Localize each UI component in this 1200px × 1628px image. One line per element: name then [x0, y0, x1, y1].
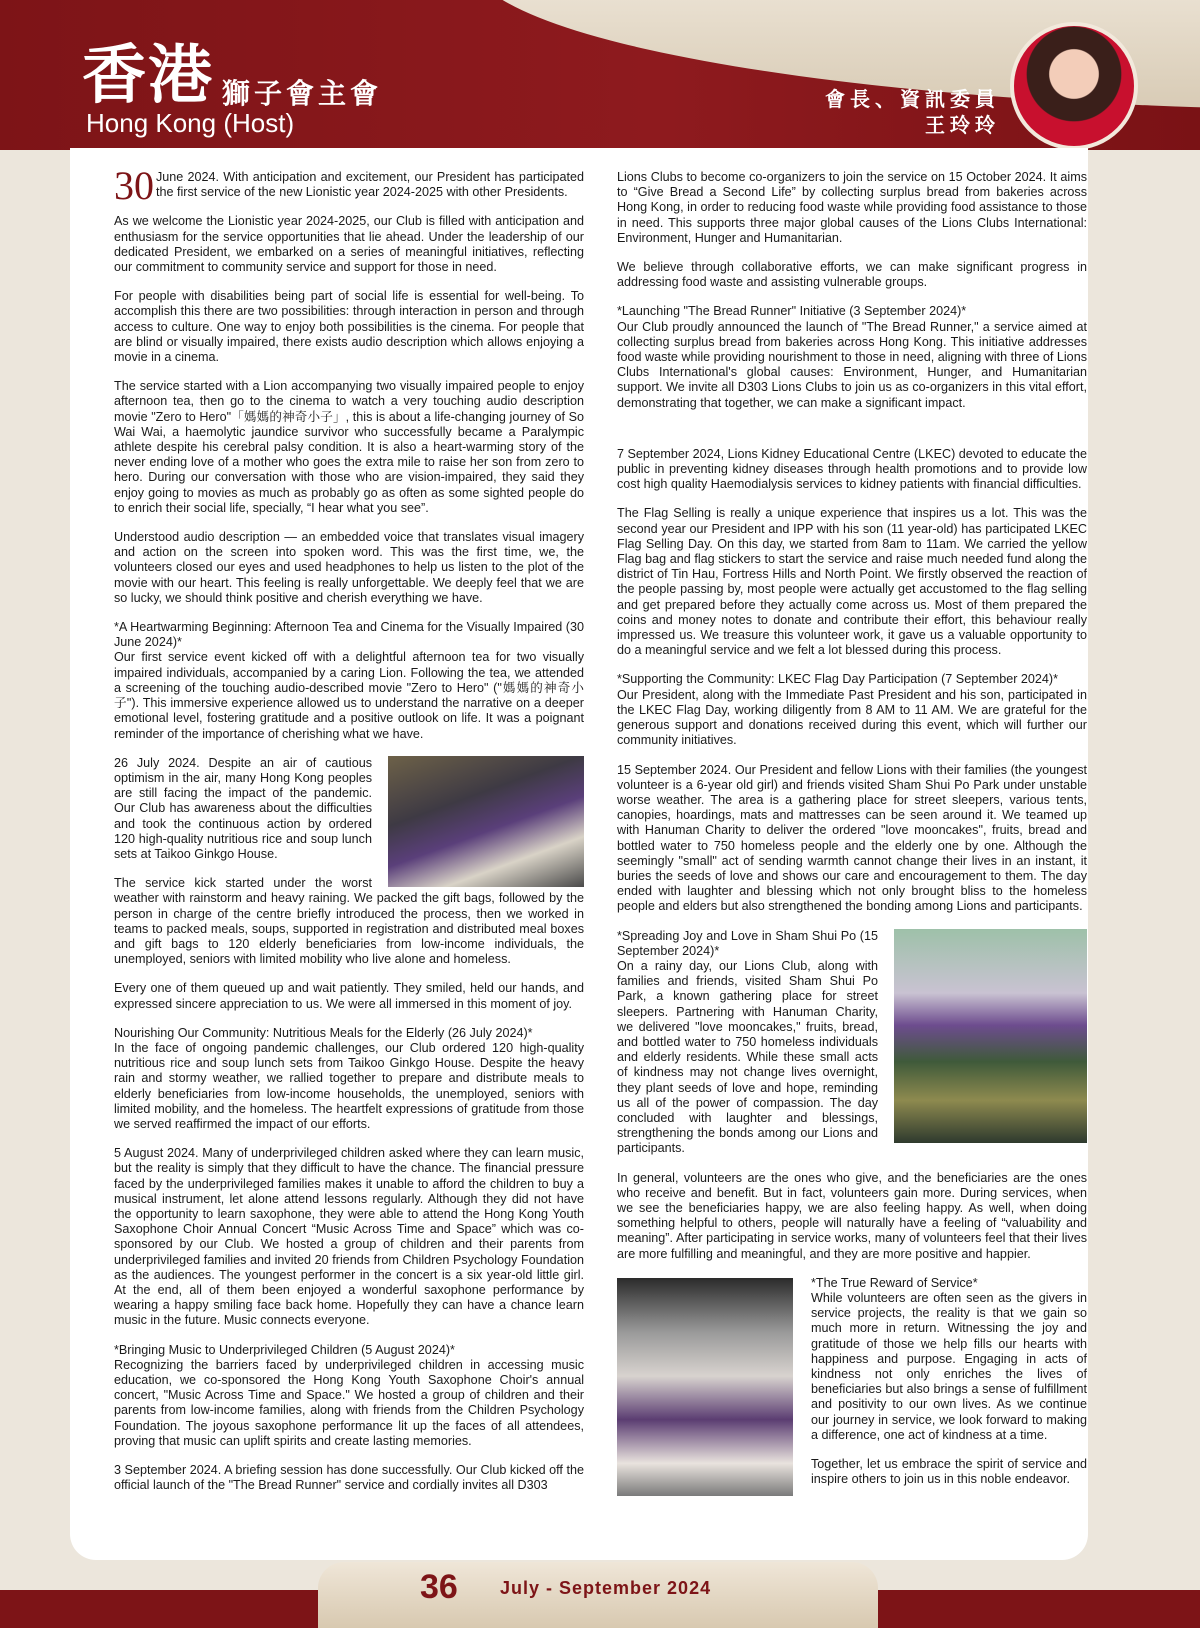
paragraph-text: June 2024. With anticipation and excitement, our President has participated the first service of the new Lionistic year 2024-2025 with other Presidents.: [156, 170, 584, 200]
paragraph: For people with disabilities being part of social life is essential for well-being. To accomplish this there are two possibilities: through interaction in person and through access to culture. One way to enjoy both possibilities is the cinema. For people that are blind or visually impaired, there exists audio description which allows enjoying a movie in a cinema.: [114, 289, 584, 365]
page-number: 36: [420, 1568, 458, 1606]
paragraph: [617, 672, 1087, 748]
paragraph: As we welcome the Lionistic year 2024-2025, our Club is filled with anticipation and enthusiasm for the service opportunities that lie ahead. Under the leadership of our dedicated President, we embarked on a series of meaningful initiatives, reflecting our commitment to community service and support for those in need.: [114, 214, 584, 275]
club-subtitle-chinese: 獅子會主會: [222, 77, 383, 110]
section-heading: *Spreading Joy and Love in Sham Shui Po (15 September 2024)*: [617, 928, 878, 958]
club-title-english: Hong Kong (Host): [86, 108, 295, 138]
paragraph: The service started with a Lion accompanying two visually impaired people to enjoy afternoon tea, then go to the cinema to watch a very touching audio description movie "Zero to Hero"「媽媽的神奇小子」, this is about a life-changing journey of So Wai Wai, a haemolytic jaundice survivor who successfully became a Paralympic athlete despite his cerebral palsy condition. It is also a heart-warming story of the never ending love of a mother who goes the extra mile to raise her son from zero to hero. During our conversation with those who are vision-impaired, they said they enjoy going to movies as much as probably go as often as some sighted people do to enrich their social life, specially, “I hear what you see”.: [114, 379, 584, 515]
section-heading: *The True Reward of Service*: [811, 1275, 978, 1290]
paragraph: Together, let us embrace the spirit of service and inspire others to join us in this noble endeavor.: [811, 1457, 1087, 1487]
section-heading: *A Heartwarming Beginning: Afternoon Tea and Cinema for the Visually Impaired (30 June 2024)*: [114, 620, 584, 650]
paragraph: [114, 1343, 584, 1449]
author-name: 王玲玲: [925, 113, 1000, 137]
paragraph: The Flag Selling is really a unique experience that inspires us a lot. This was the second year our President and IPP with his son (11 year-old) has participated LKEC Flag Selling Day. On this day, we started from 8am to 11am. We carried the yellow Flag bag and flag stickers to start the service and raise much needed fund along the district of Tin Hau, Fortress Hills and North Point. We firstly observed the reaction of the people passing by, most people were actually get accustomed to the flag selling and get prepared before they actually come across us. Most of them prepared the coins and money notes to donate and contribute their effort, this behaviour really impressed us. We treasure this volunteer work, it gave us a valuable opportunity to do a meaningful service and we felt a lot blessed during this process.: [617, 506, 1087, 658]
paragraph-text: Our first service event kicked off with a delightful afternoon tea for two visually impaired individuals, accompanied by a caring Lion. Following the tea, we attended a screening of the touching audio-described movie "Zero to Hero" ("媽媽的神奇小子"). This immersive experience allowed us to understand the narrative on a deeper emotional level, fostering gratitude and a positive outlook on life. It was a poignant reminder of the importance of cherishing what we have.: [114, 650, 584, 741]
section-heading: *Launching "The Bread Runner" Initiative (3 September 2024)*: [617, 304, 967, 319]
paragraph-text: Our Club proudly announced the launch of "The Bread Runner," a service aimed at collecting surplus bread from bakeries across Hong Kong. This initiative addresses food waste while providing nourishment to those in need, aligning with three of Lions Clubs International's global causes: Environment, Hunger, and Humanitarian support. We invite all D303 Lions Clubs to join us as co-organizers in this vital effort, demonstrating that together, we can make a significant impact.: [617, 319, 1087, 410]
sham-shui-po-photo: [894, 929, 1087, 1143]
volunteers-group-photo: [617, 1278, 793, 1496]
author-portrait: [1010, 22, 1138, 150]
paragraph: 7 September 2024, Lions Kidney Educational Centre (LKEC) devoted to educate the public in preventing kidney diseases through health promotions and to provide low cost high quality Haemodialysis services to kidney patients with financial difficulties.: [617, 446, 1087, 492]
paragraph: 15 September 2024. Our President and fellow Lions with their families (the youngest volunteer is a 6-year old girl) and friends visited Sham Shui Po Park under unstable worse weather. The area is a gathering place for street sleepers, various tents, canopies, hoardings, mats and mattresses can be seen around it. We teamed up with Hanuman Charity to deliver the ordered "love mooncakes", fruits, bread and bottled water to 750 homeless people and the elderly one by one. Although the seemingly "small" act of sending warmth cannot change their lives in an instant, it buries the seeds of love and shows our care and encouragement to them. The day ended with laughter and blessing which not only brought bliss to the homeless people and elders but also strengthened the bonding among Lions and participants.: [617, 762, 1087, 914]
paragraph: Understood audio description — an embedded voice that translates visual imagery and action on the screen into spoken word. This was the first time, we, the volunteers closed our eyes and used headphones to help us listen to the plot of the movie with our heart. This feeling is really unforgettable. We deeply feel that we are so lucky, we should think positive and cherish everything we have.: [114, 530, 584, 605]
paragraph: Every one of them queued up and wait patiently. They smiled, held our hands, and expressed sincere appreciation to us. We were all immersed in this moment of joy.: [114, 981, 584, 1011]
meal-distribution-photo: [388, 756, 584, 887]
paragraph: Lions Clubs to become co-organizers to join the service on 15 October 2024. It aims to “Give Bread a Second Life” by collecting surplus bread from bakeries across Hong Kong, in order to reducing food waste while providing food assistance to those in need. This supports three major global causes of the Lions Clubs International: Environment, Hunger and Humanitarian.: [617, 170, 1087, 245]
paragraph: 3 September 2024. A briefing session has done successfully. Our Club kicked off the official launch of the "The Bread Runner" service and cordially invites all D303: [114, 1463, 584, 1493]
paragraph: [617, 304, 1087, 410]
paragraph-text: While volunteers are often seen as the givers in service projects, the reality is that we gain so much more in return. Witnessing the joy and gratitude of those we help fills our hearts with happiness and purpose. Engaging in acts of kindness not only enriches the lives of beneficiaries but also brings a sense of fulfillment and positivity to our own lives. As we continue our journey in service, we look forward to making a difference, one act of kindness at a time.: [811, 1291, 1087, 1442]
paragraph: [114, 1026, 584, 1132]
intro-paragraph: [114, 163, 584, 208]
left-column: [114, 163, 584, 1507]
issue-date: July - September 2024: [500, 1578, 712, 1598]
right-column: [617, 170, 1087, 1501]
paragraph: [114, 620, 584, 742]
section-heading: Nourishing Our Community: Nutritious Meals for the Elderly (26 July 2024)*: [114, 1025, 533, 1040]
paragraph-text: In the face of ongoing pandemic challenges, our Club ordered 120 high-quality nutritious rice and soup lunch sets from Taikoo Ginkgo House. Despite the heavy rain and stormy weather, we rallied together to prepare and distribute meals to elderly beneficiaries from low-income households, the unemployed, seniors with limited mobility, and the homeless. The heartfelt expressions of gratitude from those we served reaffirmed the impact of our efforts.: [114, 1040, 584, 1131]
section-heading: *Bringing Music to Underprivileged Children (5 August 2024)*: [114, 1342, 455, 1357]
paragraph-text: On a rainy day, our Lions Club, along with families and friends, visited Sham Shui Po Park, a known gathering place for street sleepers. Partnering with Hanuman Charity, we delivered "love mooncakes," fruits, bread, and bottled water to 750 homeless individuals and elderly residents. While these small acts of kindness may not change lives overnight, they plant seeds of love and hope, reminding us all of the power of compassion. The day concluded with laughter and blessings, strengthening the bonds among our Lions and participants.: [617, 958, 878, 1156]
dropcap: 30: [114, 163, 154, 208]
paragraph-text: Recognizing the barriers faced by underprivileged children in accessing music education, we co-sponsored the Hong Kong Youth Saxophone Choir's annual concert, "Music Across Time and Space." We hosted a group of children and their parents from low-income families, along with friends from the Children Psychology Foundation. The joyous saxophone performance lit up the faces of all attendees, proving that music can uplift spirits and create lasting memories.: [114, 1357, 584, 1448]
paragraph-text: Our President, along with the Immediate Past President and his son, participated in the LKEC Flag Day, working diligently from 8 AM to 11 AM. We are grateful for the generous support and donations received during this event, which will further our community initiatives.: [617, 687, 1087, 748]
paragraph: 26 July 2024. Despite an air of cautious optimism in the air, many Hong Kong peoples are still facing the impact of the pandemic. Our Club has awareness about the difficulties and took the continuous action by ordered 120 high-quality nutritious rice and soup lunch sets at Taikoo Ginkgo House.: [114, 755, 372, 861]
paragraph: We believe through collaborative efforts, we can make significant progress in addressing food waste and assisting vulnerable groups.: [617, 260, 1087, 290]
paragraph: In general, volunteers are the ones who give, and the beneficiaries are the ones who receive and benefit. But in fact, volunteers gain more. During services, when we see the beneficiaries happy, we are also feeling happy. As well, when doing something helpful to others, people will naturally have a feeling of “valuability and meaning”. After participating in service works, many of volunteers feel that their lives are more fulfilling and meaningful, and they are more positive and happier.: [617, 1170, 1087, 1261]
author-role: 會長、資訊委員: [825, 87, 1000, 111]
paragraph: 5 August 2024. Many of underprivileged children asked where they can learn music, but the reality is simply that they difficult to have the chance. The financial pressure faced by the underprivileged families makes it unable to afford the children to buy a musical instrument, let alone attend lessons regularly. Although they did not have the opportunity to learn saxophone, they were able to attend the Hong Kong Youth Saxophone Choir Annual Concert “Music Across Time and Space” which was co-sponsored by our Club. We hosted a group of children and their parents from underprivileged families and invited 20 friends from Children Psychology Foundation as the audiences. The youngest performer in the concert is a six year-old little girl. At the end, all of them been enjoyed a wonderful saxophone performance by wearing a happy smiling face back home. Hopefully they can have a chance learn music in the future. Music connects everyone.: [114, 1146, 584, 1328]
club-title-chinese: 香港: [82, 38, 214, 113]
author-credit: [825, 86, 1000, 138]
section-heading: *Supporting the Community: LKEC Flag Day Participation (7 September 2024)*: [617, 672, 1059, 687]
paragraph: The service kick started under the worst weather with rainstorm and heavy raining. We packed the gift bags, followed by the person in charge of the centre briefly introduced the process, then we worked in teams to packed meals, soups, supported in registration and distributed meal boxes and gift bags to 120 elderly beneficiaries from low-income individuals, the unemployed, seniors with limited mobility who live alone and homeless.: [114, 876, 584, 967]
